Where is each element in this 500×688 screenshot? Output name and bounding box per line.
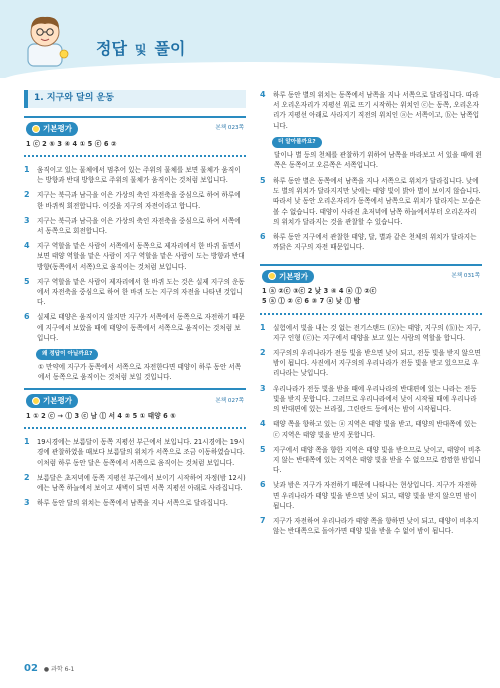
section-title: 1. 지구와 달의 운동 bbox=[24, 90, 246, 108]
star-icon bbox=[32, 397, 40, 405]
box-page-ref: 본책 027쪽 bbox=[215, 397, 244, 404]
tip-label: 더 알아볼까요? bbox=[272, 137, 322, 148]
answer-list: 1 ⓐ ②ⓒ ③ⓒ 2 낮 3 ④ 4 ⓐ ⓛ ②ⓒ bbox=[262, 287, 377, 296]
explanation-item: 5 지구 역할을 맡은 사람이 제자리에서 한 바퀴 도는 것은 실제 지구의 운동에서 자전축을 중심으로 하여 한 바퀴 도는 지구의 자전을 나타낸 것입니다. bbox=[24, 276, 245, 307]
title-main: 정답 bbox=[96, 39, 127, 58]
page-title bbox=[96, 36, 185, 59]
tip-box bbox=[272, 136, 482, 170]
answer-box-1 bbox=[24, 116, 246, 157]
explanation-item: 4 하루 동안 별의 위치는 동쪽에서 남쪽을 지나 서쪽으로 달라집니다. 따라서 오리온자리가 지평선 위로 뜨기 시작하는 위치인 ⓒ는 동쪽, 오리온자리가 지평선 아래로 사라지기 직전의 위치인 ⓐ는 서쪽이고, ⓑ는 남쪽입니다. bbox=[260, 90, 480, 130]
explanation-item: 6 실제로 태양은 움직이지 않지만 지구가 서쪽에서 동쪽으로 자전하기 때문에 지구에서 보았을 때에 태양이 동쪽에서 서쪽으로 움직이는 것처럼 보입니다. bbox=[24, 312, 245, 342]
page-header bbox=[0, 0, 500, 78]
explanation-item: 6 낮과 밤은 지구가 자전하기 때문에 나타나는 현상입니다. 지구가 자전하면 우리나라가 태양 빛을 받으면 낮이 되고, 태양 빛을 받지 않으면 밤이 됩니다. bbox=[260, 480, 477, 510]
answer-list: 5 ⓐ ⓛ ② ⓒ 6 ③ 7 ⓐ 낮 ⓛ 밤 bbox=[262, 297, 361, 306]
answer-list: 1 ⓒ 2 ⑤ 3 ④ 4 ① 5 ⓒ 6 ② bbox=[26, 139, 117, 148]
tip-label: 왜 정답이 아닐까요? bbox=[36, 349, 98, 360]
page-number: 02 bbox=[24, 663, 38, 674]
explanation-item: 4 지구 역할을 맡은 사람이 서쪽에서 동쪽으로 제자리에서 한 바퀴 돌면서 보면 태양 역할을 맡은 사람이 지구 역할을 맡은 사람이 도는 방향과 반대 방향(동쪽에서 서쪽)으로 움직이는 것처럼 보입니다. bbox=[24, 241, 245, 271]
explanation-item: 3 우리나라가 전등 빛을 받을 때에 우리나라의 반대편에 있는 나라는 전등 빛을 받지 못합니다. 그러므로 우리나라에서 낮이 시작될 때에 우리나라의 반대편에 있는 브라질, 그린란드 등에서는 밤이 시작됩니다. bbox=[260, 383, 477, 414]
tip-text: ① 만약에 지구가 동쪽에서 서쪽으로 자전한다면 태양이 하루 동안 서쪽에서 동쪽으로 움직이는 것처럼 보일 것입니다. bbox=[38, 362, 242, 381]
right-column bbox=[260, 90, 482, 542]
answer-box-3 bbox=[260, 264, 482, 315]
box-tag: 기본평가 bbox=[26, 122, 78, 136]
tip-box bbox=[36, 348, 246, 382]
box-page-ref: 본책 023쪽 bbox=[215, 125, 244, 132]
scientist-mascot-icon bbox=[22, 10, 70, 68]
box-tag: 기본평가 bbox=[26, 394, 78, 408]
header-wave bbox=[0, 62, 500, 82]
title-second: 풀이 bbox=[154, 39, 186, 58]
explanation-item: 3 하루 동안 달의 위치는 동쪽에서 남쪽을 지나 서쪽으로 달라집니다. bbox=[24, 498, 228, 508]
explanation-item: 1 움직이고 있는 물체에서 멈추어 있는 주위의 물체를 보면 물체가 움직이는 방향과 반대 방향으로 주위의 물체가 움직이는 것처럼 보입니다. bbox=[24, 164, 241, 185]
explanation-item: 1 19시경에는 보름달이 동쪽 지평선 부근에서 보입니다. 21시경에는 19시경에 관찰하였을 때보다 보름달의 위치가 서쪽으로 조금 이동하였습니다. 이처럼 하루 동안 달은 동쪽에서 서쪽으로 움직이는 것처럼 보입니다. bbox=[24, 437, 245, 467]
tip-text: 달이나 별 등의 천체를 관찰하기 위하여 남쪽을 바라보고 서 있을 때에 왼쪽은 동쪽이고 오른쪽은 서쪽입니다. bbox=[274, 150, 482, 169]
book-label: ● 과학 6-1 bbox=[43, 666, 75, 673]
answer-box-2 bbox=[24, 388, 246, 429]
box-page-ref: 본책 031쪽 bbox=[451, 272, 480, 279]
title-conj: 및 bbox=[134, 43, 147, 57]
star-icon bbox=[32, 125, 40, 133]
box-tag: 기본평가 bbox=[262, 270, 314, 284]
page-footer bbox=[24, 663, 74, 674]
explanation-item: 1 실험에서 빛을 내는 것 없는 전기스탠드 (ⓐ)는 태양, 지구의 (ⓑ)는 지구, 지구 인형 (ⓒ)는 지구에서 태양을 보고 있는 사람의 역할을 합니다. bbox=[260, 322, 481, 342]
star-icon bbox=[268, 272, 276, 280]
explanation-item: 3 지구는 북극과 남극을 이은 가상의 축인 자전축을 중심으로 하여 서쪽에서 동쪽으로 회전합니다. bbox=[24, 215, 241, 235]
answer-list: 1 ① 2 ⓒ → ⓛ 3 ⓒ 남 ⓛ 서 4 ② 5 ① 태양 6 ⑤ bbox=[26, 411, 176, 420]
explanation-item: 2 보름달은 초저녁에 동쪽 지평선 부근에서 보이기 시작하여 자정(밤 12시)에는 남쪽 하늘에서 보이고 새벽이 되면 서쪽 지평선 아래로 사라집니다. bbox=[24, 472, 246, 492]
explanation-item: 5 하루 동안 별은 동쪽에서 남쪽을 지나 서쪽으로 위치가 달라집니다. 낮에도 별의 위치가 달라지지만 낮에는 태양 빛이 밝아 별이 보이지 않습니다. 따라서 낮 동안 오리온자리가 동쪽에서 남쪽으로 위치가 달라지는 모습은 볼 수 없습니다. 태양이 사라진 초저녁에 남쪽 하늘에서부터 오리온자리의 위치가 달라지는 것을 관찰할 수 있습니다. bbox=[260, 175, 481, 226]
explanation-item: 5 지구에서 태양 쪽을 향한 지역은 태양 빛을 받으므로 낮이고, 태양이 비추지 않는 반대쪽에 있는 지역은 태양 빛을 받을 수 없으므로 깜깜한 밤입니다. bbox=[260, 444, 481, 475]
explanation-item: 7 지구가 자전하여 우리나라가 태양 쪽을 향하면 낮이 되고, 태양이 비추지 않는 반대쪽으로 돌아가면 태양 빛을 받을 수 없어 밤이 됩니다. bbox=[260, 516, 479, 536]
explanation-item: 2 지구는 북극과 남극을 이은 가상의 축인 자전축을 중심으로 하여 하루에 한 바퀴씩 회전합니다. 이것을 지구의 자전이라고 합니다. bbox=[24, 190, 241, 210]
explanation-item: 6 하루 동안 지구에서 관찰한 태양, 달, 별과 같은 천체의 위치가 달라지는 까닭은 지구의 자전 때문입니다. bbox=[260, 232, 477, 252]
left-column bbox=[24, 90, 246, 514]
explanation-item: 2 지구의의 우리나라가 전등 빛을 받으면 낮이 되고, 전등 빛을 받지 않으면 밤이 됩니다. 사진에서 지구의의 우리나라가 전등 빛을 받고 있으므로 우리나라는 낮입니다. bbox=[260, 348, 481, 378]
explanation-item: 4 태양 쪽을 향하고 있는 ⓐ 지역은 태양 빛을 받고, 태양의 반대쪽에 있는 ⓒ 지역은 태양 빛을 받지 못합니다. bbox=[260, 419, 477, 439]
